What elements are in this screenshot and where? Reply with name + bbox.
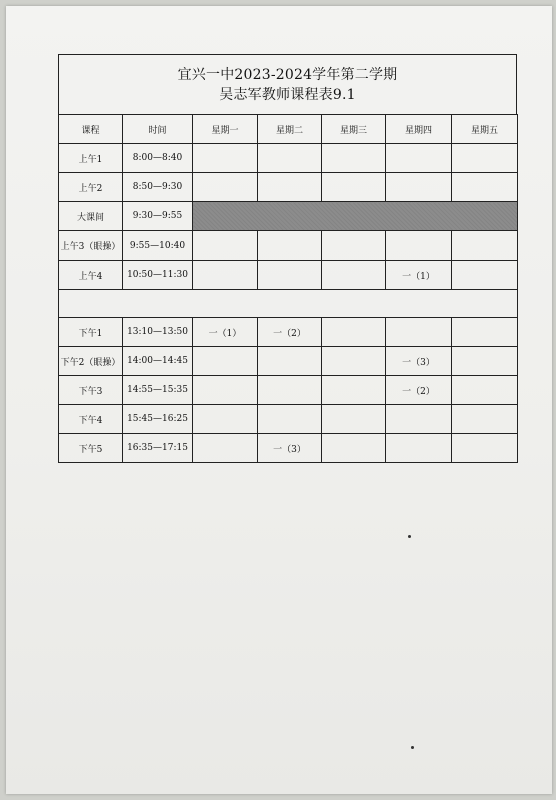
table-row bbox=[59, 202, 518, 231]
period-label: 上午3（眼操） bbox=[59, 231, 123, 261]
class-cell bbox=[452, 405, 518, 434]
class-cell bbox=[452, 173, 518, 202]
scan-mark bbox=[411, 746, 414, 749]
class-cell bbox=[322, 376, 386, 405]
class-cell bbox=[322, 231, 386, 261]
class-cell bbox=[258, 231, 322, 261]
table-row bbox=[59, 144, 518, 173]
period-label: 上午4 bbox=[59, 261, 123, 290]
schedule-table bbox=[58, 114, 518, 463]
period-label: 下午1 bbox=[59, 318, 123, 347]
class-cell bbox=[258, 347, 322, 376]
class-cell bbox=[193, 261, 258, 290]
lunch-gap-row bbox=[59, 290, 518, 318]
column-header: 星期五 bbox=[452, 115, 518, 144]
period-time: 9:55—10:40 bbox=[123, 231, 193, 261]
column-header: 星期四 bbox=[386, 115, 452, 144]
table-row bbox=[59, 318, 518, 347]
period-time: 9:30—9:55 bbox=[123, 202, 193, 231]
table-row bbox=[59, 347, 518, 376]
class-cell bbox=[386, 318, 452, 347]
period-label: 下午3 bbox=[59, 376, 123, 405]
class-cell: 一（1） bbox=[386, 261, 452, 290]
period-time: 15:45—16:25 bbox=[123, 405, 193, 434]
class-cell: 一（3） bbox=[258, 434, 322, 463]
period-label: 大课间 bbox=[59, 202, 123, 231]
school-term-title: 宜兴一中2023-2024学年第二学期 bbox=[177, 66, 398, 83]
class-cell bbox=[322, 347, 386, 376]
header-row bbox=[59, 115, 518, 144]
timetable bbox=[58, 54, 517, 463]
class-cell bbox=[193, 231, 258, 261]
class-cell bbox=[258, 144, 322, 173]
class-cell bbox=[193, 173, 258, 202]
class-cell bbox=[322, 261, 386, 290]
class-cell bbox=[452, 434, 518, 463]
column-header: 星期一 bbox=[193, 115, 258, 144]
schedule-body bbox=[59, 115, 518, 463]
table-row bbox=[59, 376, 518, 405]
period-label: 上午2 bbox=[59, 173, 123, 202]
period-label: 下午2（眼操） bbox=[59, 347, 123, 376]
class-cell bbox=[386, 173, 452, 202]
column-header: 星期二 bbox=[258, 115, 322, 144]
teacher-schedule-title: 吴志军教师课程表9.1 bbox=[219, 86, 356, 103]
class-cell bbox=[193, 405, 258, 434]
column-header: 时间 bbox=[123, 115, 193, 144]
class-cell bbox=[258, 405, 322, 434]
gap-cell bbox=[59, 290, 518, 318]
break-shaded-cell bbox=[193, 202, 518, 231]
class-cell bbox=[322, 173, 386, 202]
period-time: 14:55—15:35 bbox=[123, 376, 193, 405]
class-cell bbox=[452, 144, 518, 173]
class-cell bbox=[322, 318, 386, 347]
class-cell bbox=[386, 231, 452, 261]
period-time: 8:50—9:30 bbox=[123, 173, 193, 202]
class-cell bbox=[322, 405, 386, 434]
class-cell bbox=[452, 376, 518, 405]
class-cell bbox=[193, 347, 258, 376]
class-cell bbox=[452, 318, 518, 347]
column-header: 星期三 bbox=[322, 115, 386, 144]
column-header: 课程 bbox=[59, 115, 123, 144]
period-time: 14:00—14:45 bbox=[123, 347, 193, 376]
class-cell bbox=[193, 144, 258, 173]
class-cell bbox=[386, 434, 452, 463]
class-cell bbox=[452, 347, 518, 376]
class-cell bbox=[386, 405, 452, 434]
class-cell bbox=[258, 261, 322, 290]
period-time: 13:10—13:50 bbox=[123, 318, 193, 347]
table-row bbox=[59, 231, 518, 261]
scan-mark bbox=[408, 535, 411, 538]
period-label: 上午1 bbox=[59, 144, 123, 173]
period-time: 16:35—17:15 bbox=[123, 434, 193, 463]
period-time: 8:00—8:40 bbox=[123, 144, 193, 173]
table-row bbox=[59, 261, 518, 290]
class-cell bbox=[322, 434, 386, 463]
period-label: 下午4 bbox=[59, 405, 123, 434]
class-cell bbox=[386, 144, 452, 173]
class-cell bbox=[452, 231, 518, 261]
class-cell bbox=[258, 173, 322, 202]
class-cell: 一（2） bbox=[386, 376, 452, 405]
class-cell bbox=[322, 144, 386, 173]
class-cell bbox=[258, 376, 322, 405]
table-row bbox=[59, 405, 518, 434]
class-cell: 一（2） bbox=[258, 318, 322, 347]
class-cell: 一（1） bbox=[193, 318, 258, 347]
class-cell bbox=[452, 261, 518, 290]
table-row bbox=[59, 173, 518, 202]
class-cell bbox=[193, 376, 258, 405]
period-time: 10:50—11:30 bbox=[123, 261, 193, 290]
paper-sheet bbox=[6, 6, 552, 794]
title-block bbox=[58, 54, 517, 114]
table-row bbox=[59, 434, 518, 463]
class-cell: 一（3） bbox=[386, 347, 452, 376]
class-cell bbox=[193, 434, 258, 463]
period-label: 下午5 bbox=[59, 434, 123, 463]
